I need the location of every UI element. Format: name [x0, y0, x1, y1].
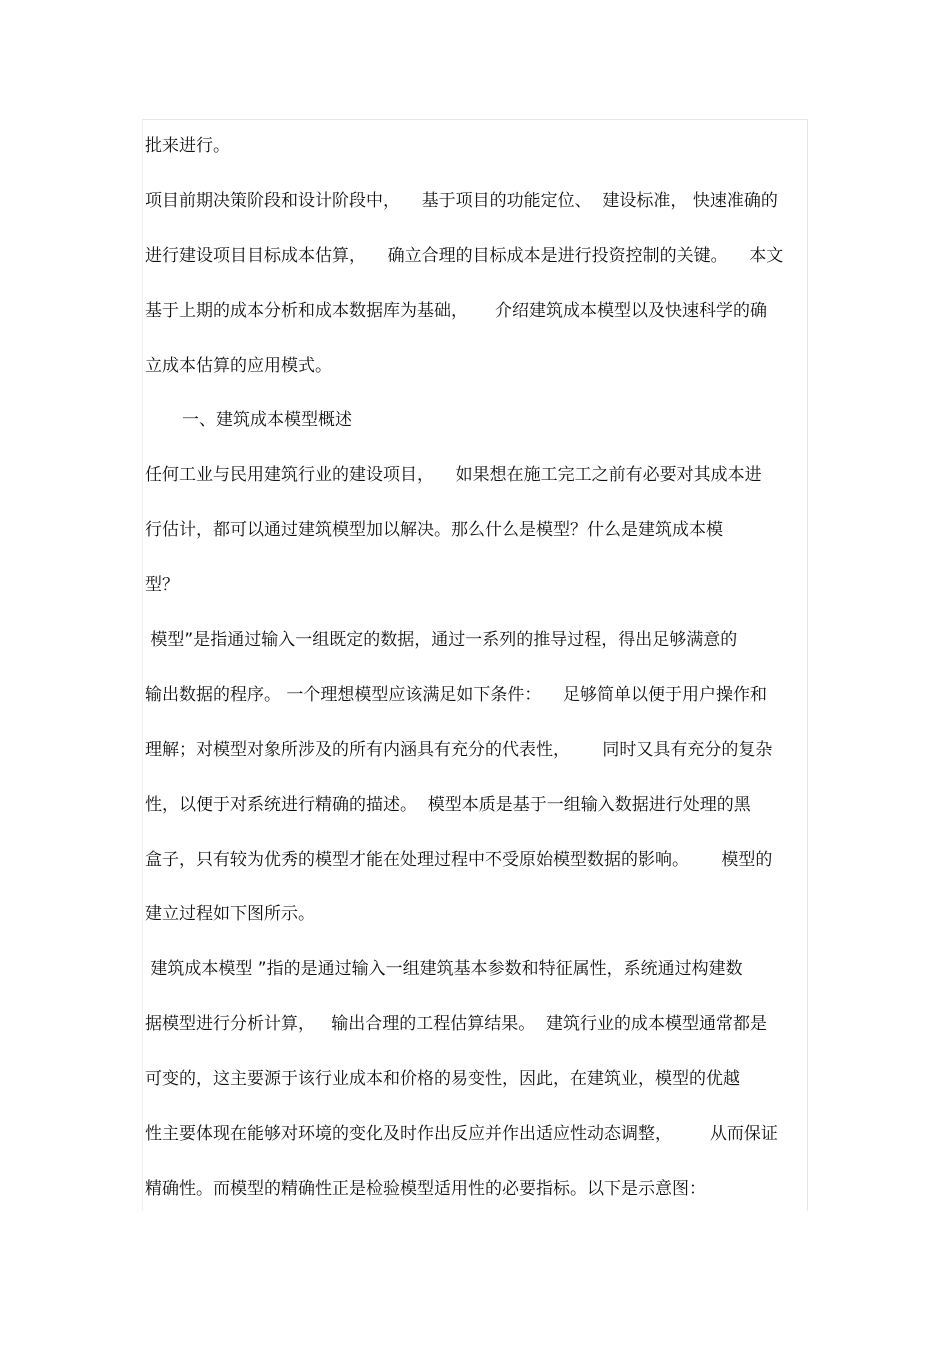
text-line: 理解；对模型对象所涉及的所有内涵具有充分的代表性， 同时又具有充分的复杂	[145, 740, 773, 760]
text-line: 型？	[145, 575, 179, 595]
text-line: 性主要体现在能够对环境的变化及时作出反应并作出适应性动态调整， 从而保证	[145, 1124, 778, 1144]
text-line: 立成本估算的应用模式。	[145, 356, 332, 376]
text-line: 建立过程如下图所示。	[145, 904, 315, 924]
text-line: 精确性。而模型的精确性正是检验模型适用性的必要指标。以下是示意图：	[145, 1179, 706, 1199]
text-line: 可变的，这主要源于该行业成本和价格的易变性，因此，在建筑业，模型的优越	[145, 1069, 740, 1089]
page-frame	[142, 119, 808, 1211]
text-line: 据模型进行分析计算， 输出合理的工程估算结果。 建筑行业的成本模型通常都是	[145, 1014, 768, 1034]
text-line: 输出数据的程序。 一个理想模型应该满足如下条件： 足够简单以便于用户操作和	[145, 685, 768, 705]
text-line: 进行建设项目目标成本估算， 确立合理的目标成本是进行投资控制的关键。 本文	[145, 246, 784, 266]
text-line: 项目前期决策阶段和设计阶段中， 基于项目的功能定位、 建设标准， 快速准确的	[145, 191, 778, 211]
text-line: 任何工业与民用建筑行业的建设项目， 如果想在施工完工之前有必要对其成本进	[145, 465, 762, 485]
text-line: 性，以便于对系统进行精确的描述。 模型本质是基于一组输入数据进行处理的黑	[145, 795, 751, 815]
text-line: 基于上期的成本分析和成本数据库为基础， 介绍建筑成本模型以及快速科学的确	[145, 301, 768, 321]
text-line: 行估计，都可以通过建筑模型加以解决。那么什么是模型？什么是建筑成本模	[145, 520, 723, 540]
section-heading: 一、建筑成本模型概述	[182, 410, 352, 430]
text-line: 模型”是指通过输入一组既定的数据，通过一系列的推导过程，得出足够满意的	[145, 630, 738, 650]
text-line: 盒子，只有较为优秀的模型才能在处理过程中不受原始模型数据的影响。 模型的	[145, 850, 773, 870]
text-line: 建筑成本模型 ”指的是通过输入一组建筑基本参数和特征属性，系统通过构建数	[145, 959, 743, 979]
text-line: 批来进行。	[145, 136, 230, 156]
